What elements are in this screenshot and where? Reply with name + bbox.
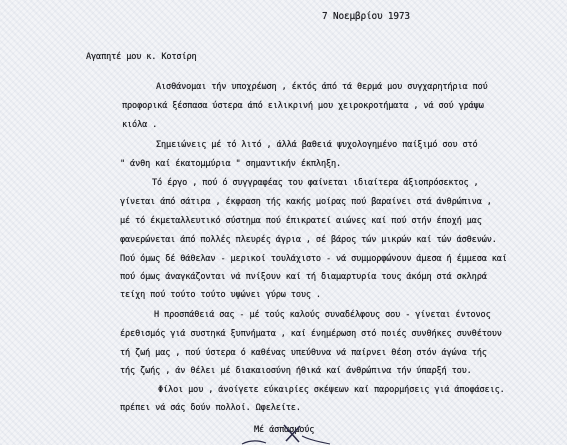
letter-salutation: Αγαπητέ μου κ. Κοτσίρη <box>86 52 197 62</box>
body-line: Σημειώνεις μέ τό λιτό , άλλά βαθειά ψυχολογημένο παίξιμό σου στό <box>156 140 478 150</box>
body-line: Η προσπάθειά σας - μέ τούς καλούς συναδέλφους σου - γίνεται έντονος <box>154 310 491 320</box>
body-line: Φίλοι μου , άνοίγετε εύκαιρίες σκέψεων καί παρορμήσεις γιά άποφάσεις. <box>158 385 505 395</box>
signature-scribble-icon <box>214 418 334 445</box>
closing-line: Μέ άσπασμούς <box>254 425 315 435</box>
body-line: Τό έργο , πού ό συγγραφέας του φαίνεται ιδιαίτερα άξιοπρόσεκτος , <box>152 178 479 188</box>
body-line: Αισθάνομαι τήν υποχρέωση , έκτός άπό τά θερμά μου συγχαρητήρια πού <box>156 82 488 92</box>
body-line: τής ζωής , άν θέλει μέ διακαιοσύνη ήθικά καί άνθρώπινα τήν ύπαρξή του. <box>120 366 472 376</box>
body-line: Πού όμως δέ θάθελαν - μερικοί τουλάχιστο - νά συμμορφώνουν άμεσα ή έμμεσα καί <box>120 254 507 264</box>
body-line: έρεθισμός γιά συστηκά ξυπνήματα , καί ένημέρωση στό ποιές συνθήκες συνθέτουν <box>120 329 502 339</box>
body-line: γίνεται άπό σάτιρα , έκφραση τής κακής μοίρας πού βαραίνει στά άνθρώπινα , <box>120 197 492 207</box>
body-line: μέ τό έκμεταλλευτικό σύστημα πού έπικρατεί αιώνες καί πού στήν έποχή μας <box>120 216 482 226</box>
body-line: κιόλα . <box>122 120 158 130</box>
body-line: φανερώνεται άπό πολλές πλευρές άγρια , σέ βάρος τών μικρών καί τών άσθενών. <box>120 235 497 245</box>
body-line: τή ζωή μας , πού ύστερα ό καθένας υπεύθυνα νά παίρνει θέση στόν άγώνα τής <box>120 348 487 358</box>
body-line: προφορικά ξέσπασα ύστερα άπό ειλικρινή μου χειροκροτήματα , νά σού γράψω <box>122 101 484 111</box>
body-line: πού όμως άναγκάζονται νά πνίξουν καί τή διαμαρτυρία τους άκόμη στά σκληρά <box>120 272 487 282</box>
letter-date: 7 Νοεμβρίου 1973 <box>322 11 410 22</box>
body-line: τείχη πού τούτο τούτο υψώνει γύρω τους . <box>120 290 321 300</box>
body-line: " άνθη καί έκατομμύρια " σημαντικήν έκπληξη. <box>120 159 342 169</box>
body-line: πρέπει νά σάς δούν πολλοί. Ωφελείτε. <box>120 403 301 413</box>
